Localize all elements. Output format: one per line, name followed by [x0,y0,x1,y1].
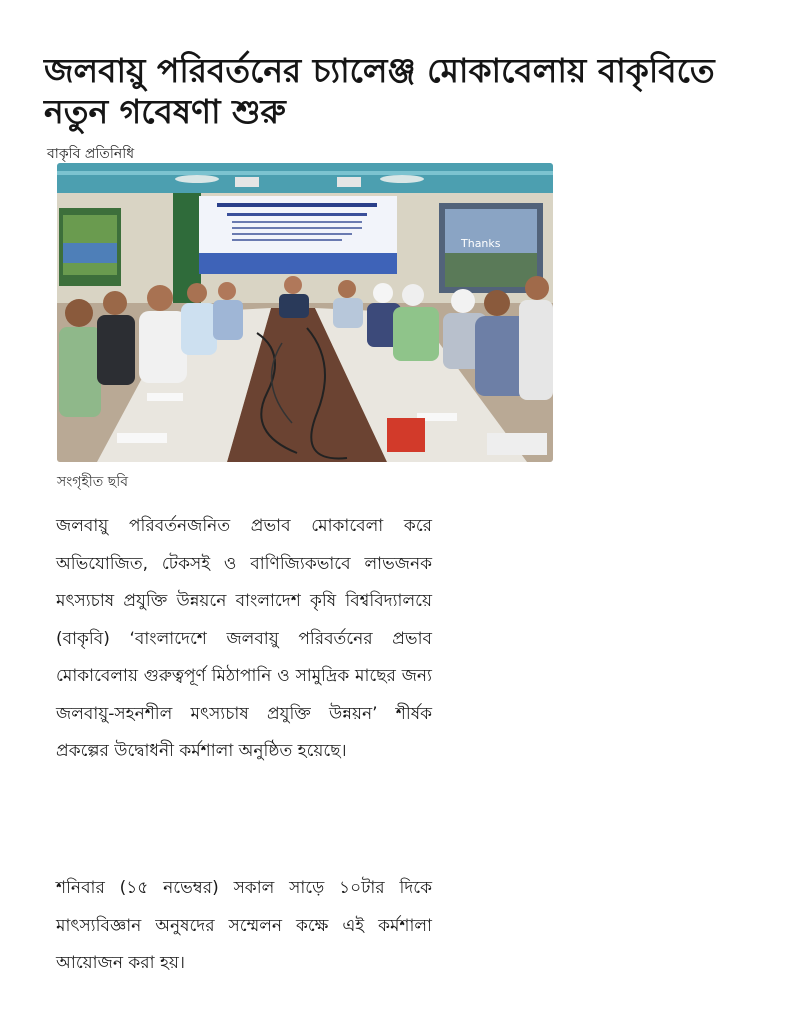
article-photo [57,163,553,462]
screen-text: Thanks [461,237,501,250]
conference-room-illustration [57,163,553,462]
photo-caption: সংগৃহীত ছবি [57,474,129,490]
article-headline: জলবায়ু পরিবর্তনের চ্যালেঞ্জ মোকাবেলায় বাকৃবিতে নতুন গবেষণা শুরু [44,51,715,131]
byline: বাকৃবি প্রতিনিধি [47,146,135,162]
article-paragraph: জলবায়ু পরিবর্তনজনিত প্রভাব মোকাবেলা করে অভিযোজিত, টেকসই ও বাণিজ্যিকভাবে লাভজনক মৎস্যচাষ প্রযুক্তি উন্নয়নে বাংলাদেশ কৃষি বিশ্ববিদ্যালয়ে (বাকৃবি) ‘বাংলাদেশে জলবায়ু পরিবর্তনের প্রভাব মোকাবেলায় গুরুত্বপূর্ণ মিঠাপানি ও সামুদ্রিক মাছের জন্য জলবায়ু-সহনশীল মৎস্যচাষ প্রযুক্তি উন্নয়ন’ শীর্ষক প্রকল্পের উদ্বোধনী কর্মশালা অনুষ্ঠিত হয়েছে। [56,516,432,761]
article-paragraph: শনিবার (১৫ নভেম্বর) সকাল সাড়ে ১০টার দিকে মাৎস্যবিজ্ঞান অনুষদের সম্মেলন কক্ষে এই কর্মশালা আয়োজন করা হয়। [56,878,432,973]
